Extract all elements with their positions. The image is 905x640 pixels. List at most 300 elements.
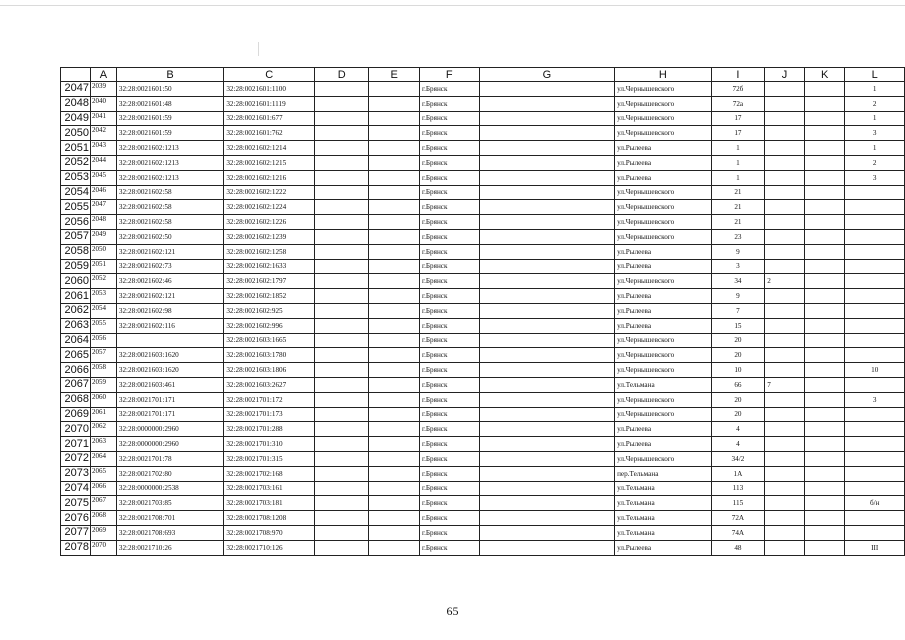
cell-j[interactable] — [765, 215, 805, 230]
cell-b[interactable]: 32:28:0021601:48 — [116, 96, 223, 111]
column-header-k[interactable]: K — [804, 68, 845, 82]
cell-e[interactable] — [369, 511, 420, 526]
row-number[interactable]: 2070 — [61, 422, 91, 437]
column-header-d[interactable]: D — [315, 68, 369, 82]
row-number[interactable]: 2052 — [61, 155, 91, 170]
cell-h[interactable]: ул.Чернышевского — [615, 185, 712, 200]
cell-g[interactable] — [479, 170, 614, 185]
cell-f[interactable]: г.Брянск — [419, 451, 479, 466]
cell-k[interactable] — [804, 215, 845, 230]
cell-i[interactable]: 1 — [711, 141, 765, 156]
cell-d[interactable] — [315, 407, 369, 422]
cell-d[interactable] — [315, 511, 369, 526]
cell-a[interactable]: 2048 — [90, 215, 116, 230]
row-number[interactable]: 2059 — [61, 259, 91, 274]
cell-e[interactable] — [369, 422, 420, 437]
cell-e[interactable] — [369, 348, 420, 363]
cell-c[interactable]: 32:28:0021602:1226 — [224, 215, 315, 230]
cell-c[interactable]: 32:28:0021601:762 — [224, 126, 315, 141]
cell-g[interactable] — [479, 348, 614, 363]
cell-f[interactable]: г.Брянск — [419, 244, 479, 259]
cell-i[interactable]: 21 — [711, 185, 765, 200]
cell-c[interactable]: 32:28:0021602:1797 — [224, 274, 315, 289]
cell-h[interactable]: ул.Чернышевского — [615, 274, 712, 289]
cell-f[interactable]: г.Брянск — [419, 155, 479, 170]
cell-l[interactable] — [845, 348, 905, 363]
cell-b[interactable]: 32:28:0021602:121 — [116, 289, 223, 304]
cell-j[interactable] — [765, 303, 805, 318]
cell-c[interactable]: 32:28:0021601:1119 — [224, 96, 315, 111]
cell-k[interactable] — [804, 96, 845, 111]
cell-a[interactable]: 2067 — [90, 496, 116, 511]
row-number[interactable]: 2078 — [61, 540, 91, 555]
cell-i[interactable]: 20 — [711, 407, 765, 422]
cell-k[interactable] — [804, 407, 845, 422]
row-number[interactable]: 2071 — [61, 437, 91, 452]
cell-i[interactable]: 17 — [711, 126, 765, 141]
cell-b[interactable]: 32:28:0021602:58 — [116, 185, 223, 200]
cell-g[interactable] — [479, 96, 614, 111]
cell-c[interactable]: 32:28:0021701:288 — [224, 422, 315, 437]
cell-j[interactable] — [765, 525, 805, 540]
cell-d[interactable] — [315, 525, 369, 540]
cell-j[interactable] — [765, 422, 805, 437]
cell-f[interactable]: г.Брянск — [419, 392, 479, 407]
cell-i[interactable]: 72а — [711, 96, 765, 111]
cell-c[interactable]: 32:28:0021710:126 — [224, 540, 315, 555]
cell-d[interactable] — [315, 422, 369, 437]
cell-h[interactable]: ул.Рылеева — [615, 170, 712, 185]
cell-g[interactable] — [479, 289, 614, 304]
cell-a[interactable]: 2050 — [90, 244, 116, 259]
cell-g[interactable] — [479, 481, 614, 496]
cell-i[interactable]: 3 — [711, 259, 765, 274]
cell-d[interactable] — [315, 126, 369, 141]
row-number[interactable]: 2056 — [61, 215, 91, 230]
cell-c[interactable]: 32:28:0021602:1215 — [224, 155, 315, 170]
row-number[interactable]: 2074 — [61, 481, 91, 496]
cell-f[interactable]: г.Брянск — [419, 437, 479, 452]
cell-j[interactable] — [765, 185, 805, 200]
cell-g[interactable] — [479, 244, 614, 259]
cell-h[interactable]: ул.Чернышевского — [615, 348, 712, 363]
cell-g[interactable] — [479, 155, 614, 170]
row-number[interactable]: 2048 — [61, 96, 91, 111]
cell-b[interactable]: 32:28:0021703:85 — [116, 496, 223, 511]
cell-e[interactable] — [369, 451, 420, 466]
cell-d[interactable] — [315, 96, 369, 111]
cell-i[interactable]: 1 — [711, 155, 765, 170]
cell-b[interactable]: 32:28:0021601:59 — [116, 111, 223, 126]
cell-l[interactable]: 3 — [845, 392, 905, 407]
row-number[interactable]: 2076 — [61, 511, 91, 526]
row-number[interactable]: 2054 — [61, 185, 91, 200]
cell-e[interactable] — [369, 496, 420, 511]
cell-d[interactable] — [315, 540, 369, 555]
cell-d[interactable] — [315, 215, 369, 230]
cell-e[interactable] — [369, 407, 420, 422]
cell-a[interactable]: 2055 — [90, 318, 116, 333]
row-number[interactable]: 2066 — [61, 363, 91, 378]
cell-c[interactable]: 32:28:0021703:161 — [224, 481, 315, 496]
cell-j[interactable] — [765, 407, 805, 422]
cell-f[interactable]: г.Брянск — [419, 540, 479, 555]
cell-d[interactable] — [315, 274, 369, 289]
cell-b[interactable]: 32:28:0021602:58 — [116, 200, 223, 215]
cell-d[interactable] — [315, 348, 369, 363]
cell-f[interactable]: г.Брянск — [419, 511, 479, 526]
cell-d[interactable] — [315, 333, 369, 348]
cell-g[interactable] — [479, 525, 614, 540]
cell-e[interactable] — [369, 437, 420, 452]
column-header-i[interactable]: I — [711, 68, 765, 82]
cell-l[interactable]: 2 — [845, 155, 905, 170]
cell-b[interactable]: 32:28:0021710:26 — [116, 540, 223, 555]
row-number[interactable]: 2065 — [61, 348, 91, 363]
cell-d[interactable] — [315, 466, 369, 481]
cell-a[interactable]: 2052 — [90, 274, 116, 289]
cell-d[interactable] — [315, 141, 369, 156]
cell-b[interactable]: 32:28:0021601:59 — [116, 126, 223, 141]
cell-e[interactable] — [369, 392, 420, 407]
cell-k[interactable] — [804, 155, 845, 170]
cell-l[interactable] — [845, 259, 905, 274]
cell-a[interactable]: 2046 — [90, 185, 116, 200]
row-number[interactable]: 2073 — [61, 466, 91, 481]
cell-h[interactable]: ул.Рылеева — [615, 259, 712, 274]
cell-l[interactable] — [845, 525, 905, 540]
cell-f[interactable]: г.Брянск — [419, 289, 479, 304]
cell-f[interactable]: г.Брянск — [419, 333, 479, 348]
cell-e[interactable] — [369, 363, 420, 378]
cell-e[interactable] — [369, 259, 420, 274]
cell-g[interactable] — [479, 318, 614, 333]
cell-b[interactable]: 32:28:0021602:73 — [116, 259, 223, 274]
cell-g[interactable] — [479, 377, 614, 392]
cell-e[interactable] — [369, 318, 420, 333]
cell-k[interactable] — [804, 303, 845, 318]
row-number[interactable]: 2060 — [61, 274, 91, 289]
cell-e[interactable] — [369, 244, 420, 259]
cell-a[interactable]: 2065 — [90, 466, 116, 481]
cell-d[interactable] — [315, 155, 369, 170]
cell-d[interactable] — [315, 185, 369, 200]
cell-b[interactable]: 32:28:0021603:1620 — [116, 348, 223, 363]
cell-k[interactable] — [804, 318, 845, 333]
cell-k[interactable] — [804, 200, 845, 215]
cell-f[interactable]: г.Брянск — [419, 407, 479, 422]
cell-e[interactable] — [369, 185, 420, 200]
cell-e[interactable] — [369, 111, 420, 126]
cell-k[interactable] — [804, 437, 845, 452]
cell-j[interactable] — [765, 511, 805, 526]
cell-c[interactable]: 32:28:0021602:1633 — [224, 259, 315, 274]
cell-f[interactable]: г.Брянск — [419, 303, 479, 318]
cell-h[interactable]: ул.Чернышевского — [615, 392, 712, 407]
cell-f[interactable]: г.Брянск — [419, 96, 479, 111]
cell-c[interactable]: 32:28:0021701:172 — [224, 392, 315, 407]
cell-g[interactable] — [479, 303, 614, 318]
cell-k[interactable] — [804, 481, 845, 496]
cell-b[interactable]: 32:28:0021701:78 — [116, 451, 223, 466]
cell-k[interactable] — [804, 392, 845, 407]
cell-g[interactable] — [479, 540, 614, 555]
cell-l[interactable]: 2 — [845, 96, 905, 111]
cell-d[interactable] — [315, 392, 369, 407]
cell-e[interactable] — [369, 303, 420, 318]
cell-b[interactable]: 32:28:0021602:50 — [116, 229, 223, 244]
cell-g[interactable] — [479, 496, 614, 511]
cell-e[interactable] — [369, 82, 420, 97]
cell-i[interactable]: 4 — [711, 437, 765, 452]
cell-h[interactable]: ул.Тельмана — [615, 525, 712, 540]
cell-d[interactable] — [315, 496, 369, 511]
cell-g[interactable] — [479, 437, 614, 452]
cell-g[interactable] — [479, 229, 614, 244]
row-number[interactable]: 2061 — [61, 289, 91, 304]
cell-c[interactable]: 32:28:0021602:1216 — [224, 170, 315, 185]
cell-c[interactable]: 32:28:0021603:1806 — [224, 363, 315, 378]
cell-h[interactable]: ул.Рылеева — [615, 141, 712, 156]
cell-f[interactable]: г.Брянск — [419, 481, 479, 496]
cell-i[interactable]: 34/2 — [711, 451, 765, 466]
row-number[interactable]: 2068 — [61, 392, 91, 407]
cell-g[interactable] — [479, 274, 614, 289]
cell-l[interactable] — [845, 481, 905, 496]
cell-h[interactable]: ул.Рылеева — [615, 437, 712, 452]
column-header-e[interactable]: E — [369, 68, 420, 82]
cell-h[interactable]: ул.Рылеева — [615, 244, 712, 259]
cell-d[interactable] — [315, 377, 369, 392]
cell-b[interactable]: 32:28:0021603:461 — [116, 377, 223, 392]
cell-i[interactable]: 17 — [711, 111, 765, 126]
cell-a[interactable]: 2068 — [90, 511, 116, 526]
cell-j[interactable] — [765, 348, 805, 363]
cell-f[interactable]: г.Брянск — [419, 200, 479, 215]
cell-h[interactable]: ул.Рылеева — [615, 318, 712, 333]
cell-l[interactable]: 1 — [845, 111, 905, 126]
cell-e[interactable] — [369, 126, 420, 141]
cell-j[interactable] — [765, 111, 805, 126]
cell-g[interactable] — [479, 407, 614, 422]
cell-k[interactable] — [804, 496, 845, 511]
row-number[interactable]: 2055 — [61, 200, 91, 215]
cell-i[interactable]: 23 — [711, 229, 765, 244]
cell-h[interactable]: ул.Тельмана — [615, 481, 712, 496]
cell-e[interactable] — [369, 481, 420, 496]
cell-e[interactable] — [369, 170, 420, 185]
column-header-h[interactable]: H — [615, 68, 712, 82]
cell-c[interactable]: 32:28:0021701:173 — [224, 407, 315, 422]
cell-k[interactable] — [804, 244, 845, 259]
row-number[interactable]: 2075 — [61, 496, 91, 511]
cell-e[interactable] — [369, 96, 420, 111]
cell-e[interactable] — [369, 229, 420, 244]
cell-l[interactable] — [845, 289, 905, 304]
cell-d[interactable] — [315, 318, 369, 333]
cell-c[interactable]: 32:28:0021602:925 — [224, 303, 315, 318]
cell-d[interactable] — [315, 82, 369, 97]
cell-l[interactable] — [845, 185, 905, 200]
cell-j[interactable] — [765, 333, 805, 348]
cell-l[interactable] — [845, 437, 905, 452]
cell-c[interactable]: 32:28:0021701:315 — [224, 451, 315, 466]
cell-i[interactable]: 113 — [711, 481, 765, 496]
cell-i[interactable]: 21 — [711, 200, 765, 215]
cell-i[interactable]: 115 — [711, 496, 765, 511]
cell-f[interactable]: г.Брянск — [419, 111, 479, 126]
cell-l[interactable] — [845, 303, 905, 318]
cell-b[interactable]: 32:28:0021602:1213 — [116, 155, 223, 170]
cell-b[interactable]: 32:28:0021602:46 — [116, 274, 223, 289]
cell-c[interactable]: 32:28:0021602:1214 — [224, 141, 315, 156]
cell-f[interactable]: г.Брянск — [419, 82, 479, 97]
cell-b[interactable]: 32:28:0021708:701 — [116, 511, 223, 526]
cell-a[interactable]: 2063 — [90, 437, 116, 452]
cell-j[interactable] — [765, 229, 805, 244]
cell-f[interactable]: г.Брянск — [419, 466, 479, 481]
cell-l[interactable] — [845, 318, 905, 333]
cell-e[interactable] — [369, 333, 420, 348]
cell-b[interactable]: 32:28:0021602:98 — [116, 303, 223, 318]
cell-g[interactable] — [479, 333, 614, 348]
row-number[interactable]: 2069 — [61, 407, 91, 422]
cell-c[interactable]: 32:28:0021708:970 — [224, 525, 315, 540]
cell-a[interactable]: 2057 — [90, 348, 116, 363]
cell-h[interactable]: пер.Тельмана — [615, 466, 712, 481]
cell-j[interactable] — [765, 126, 805, 141]
cell-b[interactable]: 32:28:0021701:171 — [116, 392, 223, 407]
cell-l[interactable] — [845, 407, 905, 422]
cell-k[interactable] — [804, 259, 845, 274]
cell-i[interactable]: 1 — [711, 170, 765, 185]
cell-k[interactable] — [804, 126, 845, 141]
cell-f[interactable]: г.Брянск — [419, 496, 479, 511]
cell-b[interactable]: 32:28:0021602:1213 — [116, 170, 223, 185]
cell-i[interactable]: 20 — [711, 333, 765, 348]
cell-d[interactable] — [315, 481, 369, 496]
row-number[interactable]: 2053 — [61, 170, 91, 185]
cell-b[interactable]: 32:28:0000000:2960 — [116, 422, 223, 437]
corner-cell[interactable] — [61, 68, 91, 82]
cell-k[interactable] — [804, 170, 845, 185]
cell-k[interactable] — [804, 185, 845, 200]
cell-h[interactable]: ул.Чернышевского — [615, 126, 712, 141]
cell-g[interactable] — [479, 82, 614, 97]
cell-e[interactable] — [369, 377, 420, 392]
cell-k[interactable] — [804, 451, 845, 466]
cell-g[interactable] — [479, 200, 614, 215]
cell-h[interactable]: ул.Рылеева — [615, 289, 712, 304]
cell-k[interactable] — [804, 82, 845, 97]
row-number[interactable]: 2058 — [61, 244, 91, 259]
cell-j[interactable] — [765, 318, 805, 333]
cell-b[interactable]: 32:28:0000000:2538 — [116, 481, 223, 496]
cell-j[interactable] — [765, 259, 805, 274]
row-number[interactable]: 2063 — [61, 318, 91, 333]
cell-c[interactable]: 32:28:0021603:1780 — [224, 348, 315, 363]
cell-i[interactable]: 74А — [711, 525, 765, 540]
cell-c[interactable]: 32:28:0021601:677 — [224, 111, 315, 126]
cell-a[interactable]: 2061 — [90, 407, 116, 422]
cell-b[interactable]: 32:28:0021602:116 — [116, 318, 223, 333]
cell-g[interactable] — [479, 111, 614, 126]
cell-a[interactable]: 2047 — [90, 200, 116, 215]
cell-e[interactable] — [369, 466, 420, 481]
cell-a[interactable]: 2044 — [90, 155, 116, 170]
cell-k[interactable] — [804, 229, 845, 244]
cell-f[interactable]: г.Брянск — [419, 348, 479, 363]
cell-a[interactable]: 2053 — [90, 289, 116, 304]
cell-a[interactable]: 2042 — [90, 126, 116, 141]
cell-g[interactable] — [479, 511, 614, 526]
cell-l[interactable]: 10 — [845, 363, 905, 378]
cell-b[interactable]: 32:28:0021603:1620 — [116, 363, 223, 378]
row-number[interactable]: 2067 — [61, 377, 91, 392]
cell-b[interactable] — [116, 333, 223, 348]
cell-f[interactable]: г.Брянск — [419, 377, 479, 392]
cell-a[interactable]: 2040 — [90, 96, 116, 111]
cell-d[interactable] — [315, 200, 369, 215]
cell-a[interactable]: 2045 — [90, 170, 116, 185]
row-number[interactable]: 2049 — [61, 111, 91, 126]
cell-d[interactable] — [315, 303, 369, 318]
cell-k[interactable] — [804, 363, 845, 378]
cell-j[interactable] — [765, 155, 805, 170]
cell-i[interactable]: 9 — [711, 289, 765, 304]
cell-j[interactable]: 2 — [765, 274, 805, 289]
cell-k[interactable] — [804, 274, 845, 289]
cell-b[interactable]: 32:28:0021602:58 — [116, 215, 223, 230]
cell-d[interactable] — [315, 111, 369, 126]
cell-j[interactable] — [765, 82, 805, 97]
cell-f[interactable]: г.Брянск — [419, 318, 479, 333]
cell-l[interactable] — [845, 422, 905, 437]
cell-e[interactable] — [369, 525, 420, 540]
cell-b[interactable]: 32:28:0021602:121 — [116, 244, 223, 259]
row-number[interactable]: 2050 — [61, 126, 91, 141]
row-number[interactable]: 2047 — [61, 82, 91, 97]
cell-f[interactable]: г.Брянск — [419, 229, 479, 244]
cell-h[interactable]: ул.Чернышевского — [615, 407, 712, 422]
row-number[interactable]: 2057 — [61, 229, 91, 244]
cell-e[interactable] — [369, 141, 420, 156]
cell-b[interactable]: 32:28:0021708:693 — [116, 525, 223, 540]
cell-a[interactable]: 2060 — [90, 392, 116, 407]
cell-k[interactable] — [804, 289, 845, 304]
cell-c[interactable]: 32:28:0021603:1665 — [224, 333, 315, 348]
cell-i[interactable]: 1А — [711, 466, 765, 481]
cell-k[interactable] — [804, 540, 845, 555]
cell-f[interactable]: г.Брянск — [419, 525, 479, 540]
cell-e[interactable] — [369, 200, 420, 215]
cell-a[interactable]: 2069 — [90, 525, 116, 540]
cell-i[interactable]: 7 — [711, 303, 765, 318]
column-header-a[interactable]: A — [90, 68, 116, 82]
cell-e[interactable] — [369, 289, 420, 304]
cell-l[interactable]: 3 — [845, 170, 905, 185]
cell-f[interactable]: г.Брянск — [419, 422, 479, 437]
cell-b[interactable]: 32:28:0021701:171 — [116, 407, 223, 422]
cell-g[interactable] — [479, 392, 614, 407]
cell-d[interactable] — [315, 451, 369, 466]
cell-g[interactable] — [479, 451, 614, 466]
cell-h[interactable]: ул.Чернышевского — [615, 451, 712, 466]
cell-e[interactable] — [369, 274, 420, 289]
cell-c[interactable]: 32:28:0021701:310 — [224, 437, 315, 452]
cell-d[interactable] — [315, 289, 369, 304]
cell-l[interactable] — [845, 333, 905, 348]
